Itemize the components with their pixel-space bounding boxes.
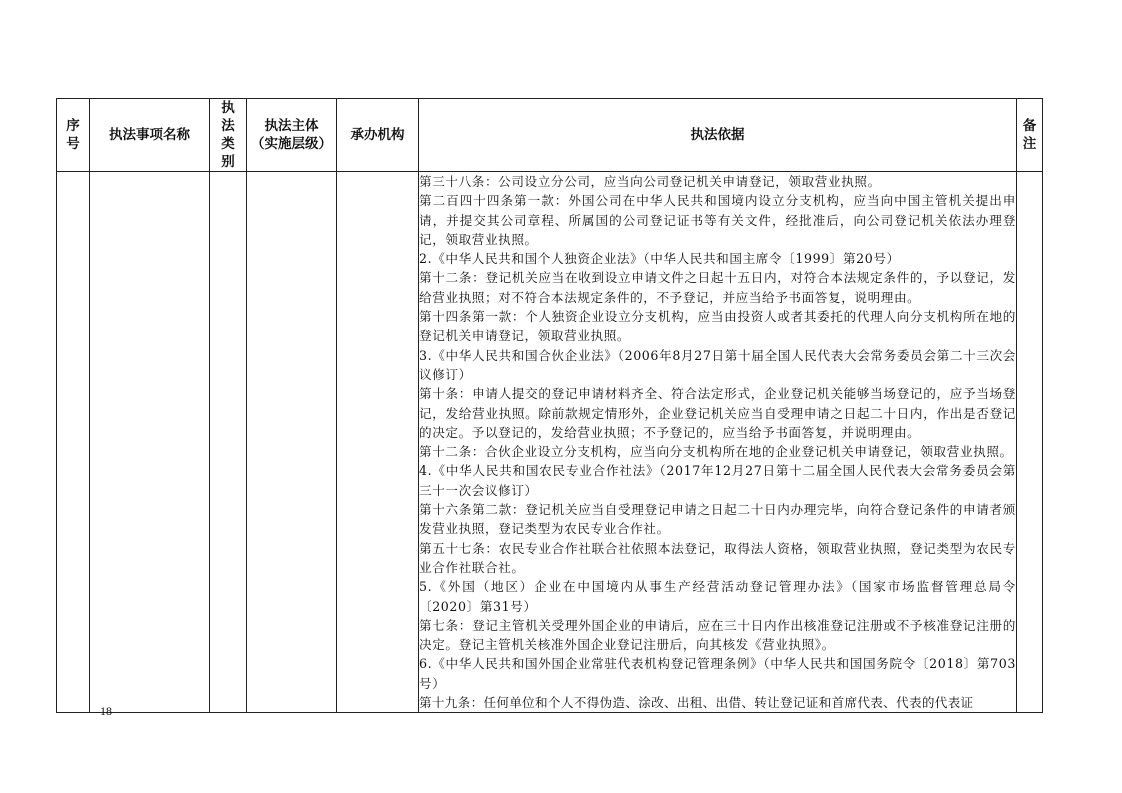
page-number: 18 [100, 704, 112, 718]
header-agency: 承办机构 [337, 99, 419, 172]
cell-category [210, 172, 247, 713]
basis-line: 第十二条：合伙企业设立分支机构，应当向分支机构所在地的企业登记机关申请登记，领取营业执照。 [419, 444, 1013, 460]
basis-line: 5.《外国（地区）企业在中国境内从事生产经营活动登记管理办法》（国家市场监督管理总局令〔2020〕第31号） [419, 579, 1016, 614]
header-subject [247, 99, 337, 172]
header-subject-line2: （实施层级） [251, 136, 332, 152]
basis-line: 第三十八条：公司设立分公司，应当向公司登记机关申请登记，领取营业执照。 [419, 174, 881, 189]
cell-remarks [1017, 172, 1043, 713]
header-seq: 序号 [57, 99, 90, 172]
cell-basis [419, 172, 1017, 713]
basis-line: 第十九条：任何单位和个人不得伪造、涂改、出租、出借、转让登记证和首席代表、代表的代表证 [419, 695, 974, 711]
header-item-name: 执法事项名称 [90, 99, 210, 172]
cell-seq [57, 172, 90, 713]
basis-line: 第十条：申请人提交的登记申请材料齐全、符合法定形式，企业登记机关能够当场登记的，应予当场登记，发给营业执照。除前款规定情形外，企业登记机关应当自受理申请之日起二十日内，作出是否登记的决定。予以登记的，发给营业执照；不予登记的，应当给予书面答复，并说明理由。 [419, 386, 1016, 440]
header-basis: 执法依据 [419, 99, 1017, 172]
header-row [57, 99, 1043, 172]
header-category: 执法类别 [210, 99, 247, 172]
basis-line: 第十六条第二款：登记机关应当自受理登记申请之日起二十日内办理完毕，向符合登记条件的申请者颁发营业执照，登记类型为农民专业合作社。 [419, 502, 1016, 537]
basis-line: 第二百四十四条第一款：外国公司在中华人民共和国境内设立分支机构，应当向中国主管机关提出申请，并提交其公司章程、所属国的公司登记证书等有关文件，经批准后，向公司登记机关依法办理登记，领取营业执照。 [419, 193, 1016, 247]
basis-line: 第七条：登记主管机关受理外国企业的申请后，应在三十日内作出核准登记注册或不予核准登记注册的决定。登记主管机关核准外国企业登记注册后，向其核发《营业执照》。 [419, 617, 1016, 653]
basis-line: 4.《中华人民共和国农民专业合作社法》（2017年12月27日第十二届全国人民代表大会常务委员会第三十一次会议修订） [419, 463, 1016, 498]
header-remarks: 备注 [1017, 99, 1043, 172]
basis-line: 2.《中华人民共和国个人独资企业法》（中华人民共和国主席令〔1999〕第20号） [419, 251, 900, 267]
basis-line: 6.《中华人民共和国外国企业常驻代表机构登记管理条例》（中华人民共和国国务院令〔2018〕第703号） [419, 656, 1016, 691]
basis-line: 第十二条：登记机关应当在收到设立申请文件之日起十五日内，对符合本法规定条件的，予以登记，发给营业执照；对不符合本法规定条件的，不予登记，并应当给予书面答复，说明理由。 [419, 270, 1016, 305]
basis-line: 3.《中华人民共和国合伙企业法》（2006年8月27日第十届全国人民代表大会常务委员会第二十三次会议修订） [419, 347, 1016, 382]
cell-agency [337, 172, 419, 713]
cell-item-name [90, 172, 210, 713]
basis-line: 第五十七条：农民专业合作社联合社依照本法登记，取得法人资格，领取营业执照，登记类型为农民专业合作社联合社。 [419, 540, 1016, 575]
cell-subject [247, 172, 337, 713]
law-enforcement-table [56, 98, 1043, 713]
table-row [57, 172, 1043, 713]
basis-line: 第十四条第一款：个人独资企业设立分支机构，应当由投资人或者其委托的代理人向分支机构所在地的登记机关申请登记，领取营业执照。 [419, 309, 1016, 344]
header-subject-line1: 执法主体 [264, 118, 319, 134]
